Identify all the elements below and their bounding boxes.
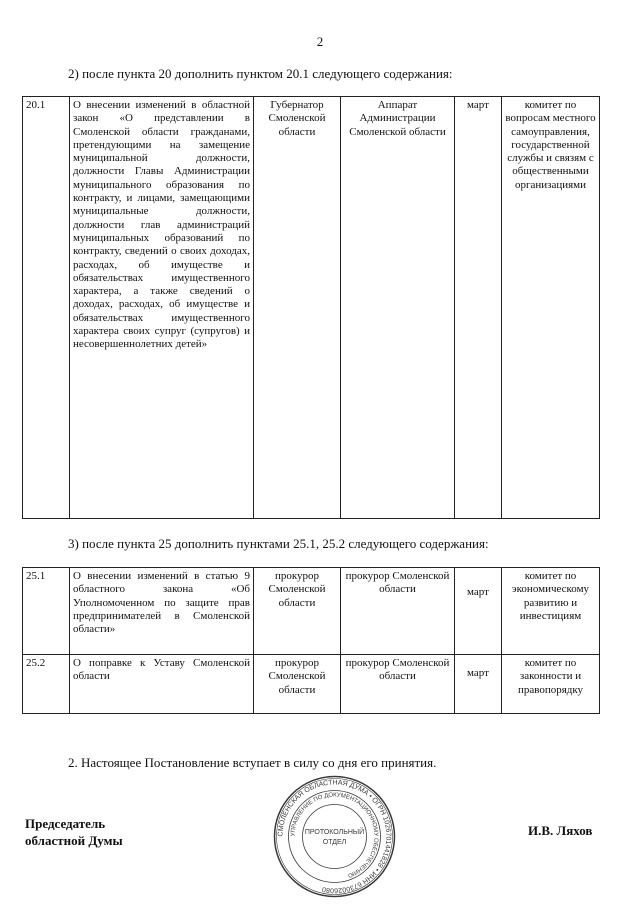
- item-title: О внесении изменений в областной закон «О представлении в Смоленской области гражданами, претендующими на замещение муниципальной должности, должности Главы Администрации муниципального образования по контракту, и лицами, замещающими муниципальные должности, должности глав администраций муниципальных образований по контракту, сведений о своих доходах, расходах, об имуществе и обязательствах имущественного характера, а также сведений о доходах, расходах, об имуществе и обязательствах имущественного характера своих супруг (супругов) и несовершеннолетних детей»: [70, 97, 254, 519]
- item-term: март: [455, 655, 502, 714]
- item-title: О поправке к Уставу Смоленской области: [70, 655, 254, 714]
- final-clause: 2. Настоящее Постановление вступает в силу со дня его принятия.: [68, 755, 437, 770]
- table-row: [23, 655, 600, 714]
- section-3-heading: 3) после пункта 25 дополнить пунктами 25.1, 25.2 следующего содержания:: [68, 536, 489, 551]
- item-initiator: Губернатор Смоленской области: [254, 97, 341, 519]
- official-seal: [272, 774, 397, 899]
- item-initiator: прокурор Смоленской области: [254, 568, 341, 655]
- item-committee: комитет по экономическому развитию и инвестициям: [502, 568, 600, 655]
- item-developer: Аппарат Администрации Смоленской области: [341, 97, 455, 519]
- item-committee: комитет по вопросам местного самоуправления, государственной службы и связям с общественными организациями: [502, 97, 600, 519]
- page-number: 2: [316, 34, 324, 49]
- item-number: 25.2: [23, 655, 70, 714]
- item-term: март: [455, 568, 502, 655]
- item-term: март: [455, 97, 502, 519]
- item-developer: прокурор Смоленской области: [341, 568, 455, 655]
- item-developer: прокурор Смоленской области: [341, 655, 455, 714]
- seal-outer-text: СМОЛЕНСКАЯ ОБЛАСТНАЯ ДУМА • ОГРН 1026701441828 • ИНН 6730026080: [277, 779, 392, 894]
- table-row: [23, 97, 600, 519]
- item-initiator: прокурор Смоленской области: [254, 655, 341, 714]
- signatory-title-line-2: областной Думы: [25, 833, 123, 848]
- section-2-heading: 2) после пункта 20 дополнить пунктом 20.1 следующего содержания:: [68, 66, 453, 81]
- item-committee: комитет по законности и правопорядку: [502, 655, 600, 714]
- signatory-title: [25, 815, 123, 849]
- signatory-title-line-1: Председатель: [25, 816, 106, 831]
- item-number: 20.1: [23, 97, 70, 519]
- table-item-20-1: [22, 96, 600, 519]
- table-row: [23, 568, 600, 655]
- item-number: 25.1: [23, 568, 70, 655]
- seal-center-line-1: ПРОТОКОЛЬНЫЙ: [304, 829, 365, 836]
- seal-graphic: [272, 774, 397, 899]
- table-items-25: [22, 567, 600, 714]
- item-title: О внесении изменений в статью 9 областного закона «Об Уполномоченном по защите прав предпринимателей в Смоленской области»: [70, 568, 254, 655]
- seal-center-line-2: ОТДЕЛ: [322, 839, 347, 846]
- signatory-name: И.В. Ляхов: [528, 823, 593, 838]
- seal-inner-text: УПРАВЛЕНИЕ ПО ДОКУМЕНТАЦИОННОМУ ОБЕСПЕЧЕНИЮ: [290, 792, 379, 879]
